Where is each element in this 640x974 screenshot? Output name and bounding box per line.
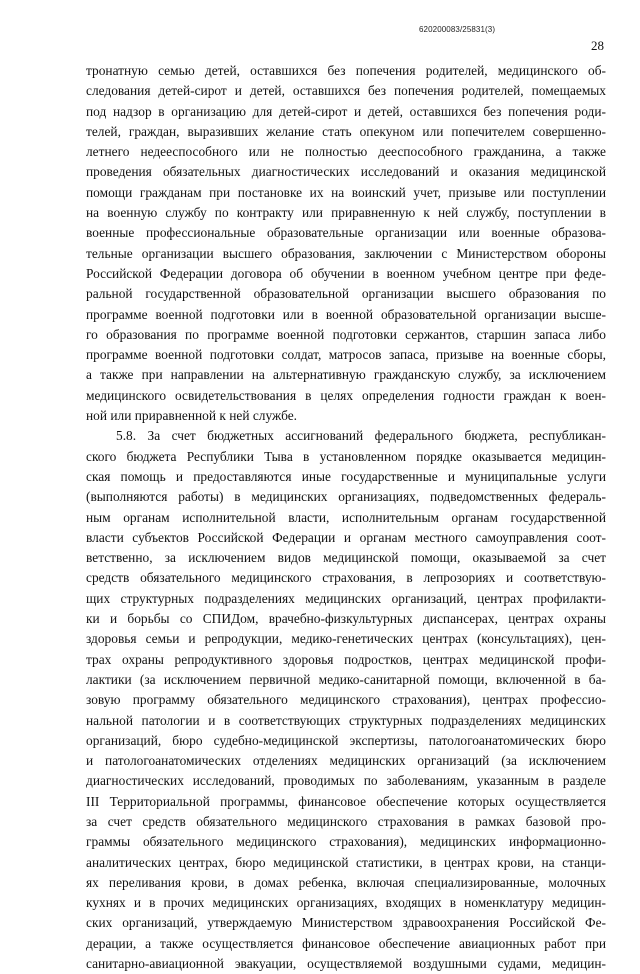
- paragraph-continuation: [86, 61, 606, 426]
- document-id: 620200083/25831(3): [419, 25, 496, 34]
- text-line: тронатную семью детей, оставшихся без попечения родителей, медицинского об-: [86, 63, 606, 78]
- text-line: медицинского освидетельствования в целях определения годности граждан к воен-: [86, 387, 606, 403]
- text-line: дерации, а также осуществляется финансовое обеспечение авиационных работ при: [86, 935, 606, 951]
- text-line: программе военной подготовки солдат, матросов запаса, призыве на военные сборы,: [86, 347, 606, 363]
- text-line: кухнях и в прочих медицинских организациях, входящих в номенклатуру медицин-: [86, 895, 606, 911]
- text-line: военные профессиональные образовательные организации или военные образова-: [86, 225, 606, 241]
- text-line: летнего недееспособного или не полностью дееспособного гражданина, а также: [86, 144, 606, 160]
- text-line: и патологоанатомических отделениях медицинских организаций (за исключением: [86, 753, 606, 769]
- text-line: санитарно-авиационной эвакуации, осуществляемой воздушными судами, медицин-: [86, 956, 606, 972]
- text-line: ным органам исполнительной власти, исполнительным органам государственной: [86, 509, 606, 525]
- text-line: нальной патологии и в соответствующих структурных подразделениях медицинских: [86, 712, 606, 728]
- text-line: граммы обязательного медицинского страхования), медицинских информационно-: [86, 834, 606, 850]
- text-line: III Территориальной программы, финансовое обеспечение которых осуществляется: [86, 793, 606, 809]
- text-line: трах охраны репродуктивного здоровья подростков, центрах медицинской профи-: [86, 651, 606, 667]
- page-number: 28: [591, 38, 604, 53]
- text-line: 5.8. За счет бюджетных ассигнований федерального бюджета, республикан-: [116, 428, 606, 444]
- text-line: за счет средств обязательного медицинского страхования в рамках базовой про-: [86, 813, 606, 829]
- text-line: следования детей-сирот и детей, оставшихся без попечения родителей, помещаемых: [86, 83, 606, 99]
- text-line: программе военной подготовки или в военной образовательной организации высше-: [86, 306, 606, 322]
- text-line: (выполняются работы) в медицинских организациях, подведомственных федераль-: [86, 489, 606, 505]
- text-line: а также при направлении на альтернативную гражданскую службу, за исключением: [86, 367, 606, 383]
- text-line: ральной государственной образовательной организации высшего образования по: [86, 286, 606, 302]
- paragraph-5-8: [86, 426, 606, 974]
- text-line: щих структурных подразделениях медицинских организаций, центрах профилакти-: [86, 590, 606, 606]
- text-line: ветственно, за исключением видов медицинской помощи, оказываемой за счет: [86, 550, 606, 566]
- text-line: помощи гражданам при постановке их на воинский учет, призыве или поступлении: [86, 184, 606, 200]
- text-line: власти субъектов Российской Федерации и органам местного самоуправления соот-: [86, 529, 606, 545]
- text-line: зовую программу обязательного медицинского страхования), центрах профессио-: [86, 692, 606, 708]
- text-line: ки и борьбы со СПИДом, врачебно-физкультурных диспансерах, центрах охраны: [86, 611, 606, 627]
- text-line: ях переливания крови, в домах ребенка, включая специализированные, молочных: [86, 874, 606, 890]
- text-line: аналитических центрах, бюро медицинской статистики, в центрах крови, на станци-: [86, 854, 606, 870]
- text-line: го образования по программе военной подготовки сержантов, старшин запаса либо: [86, 326, 606, 342]
- text-line: Российской Федерации договора об обучении в военном учебном центре при феде-: [86, 265, 606, 281]
- text-line: организаций, бюро судебно-медицинской экспертизы, патологоанатомических бюро: [86, 732, 606, 748]
- text-line: тельные организации высшего образования, заключении с Министерством обороны: [86, 245, 606, 261]
- text-line: ского бюджета Республики Тыва в установленном порядке оказывается медицин-: [86, 448, 606, 464]
- text-line: ских организаций, утверждаемую Министерством здравоохранения Российской Фе-: [86, 915, 606, 931]
- text-line: на военную службу по контракту или приравненную к ней службу, поступлении в: [86, 205, 606, 221]
- text-line: проведения обязательных диагностических исследований и оказания медицинской: [86, 164, 606, 180]
- text-line: ной или приравненной к ней службе.: [86, 408, 298, 424]
- document-body: [86, 61, 606, 974]
- text-line: лактики (за исключением первичной медико-санитарной помощи, включенной в ба-: [86, 671, 606, 687]
- text-line: здоровья семьи и репродукции, медико-генетических центрах (консультациях), цен-: [86, 631, 606, 647]
- text-line: под надзор в организацию для детей-сирот и детей, оставшихся без попечения роди-: [86, 103, 606, 119]
- text-line: телей, граждан, выразивших желание стать опекуном или попечителем совершенно-: [86, 123, 606, 139]
- text-line: диагностических исследований, проводимых по заболеваниям, указанным в разделе: [86, 773, 606, 789]
- text-line: средств обязательного медицинского страхования, в лепрозориях и соответствую-: [86, 570, 606, 586]
- text-line: ская помощь и предоставляются иные государственные и муниципальные услуги: [86, 468, 606, 484]
